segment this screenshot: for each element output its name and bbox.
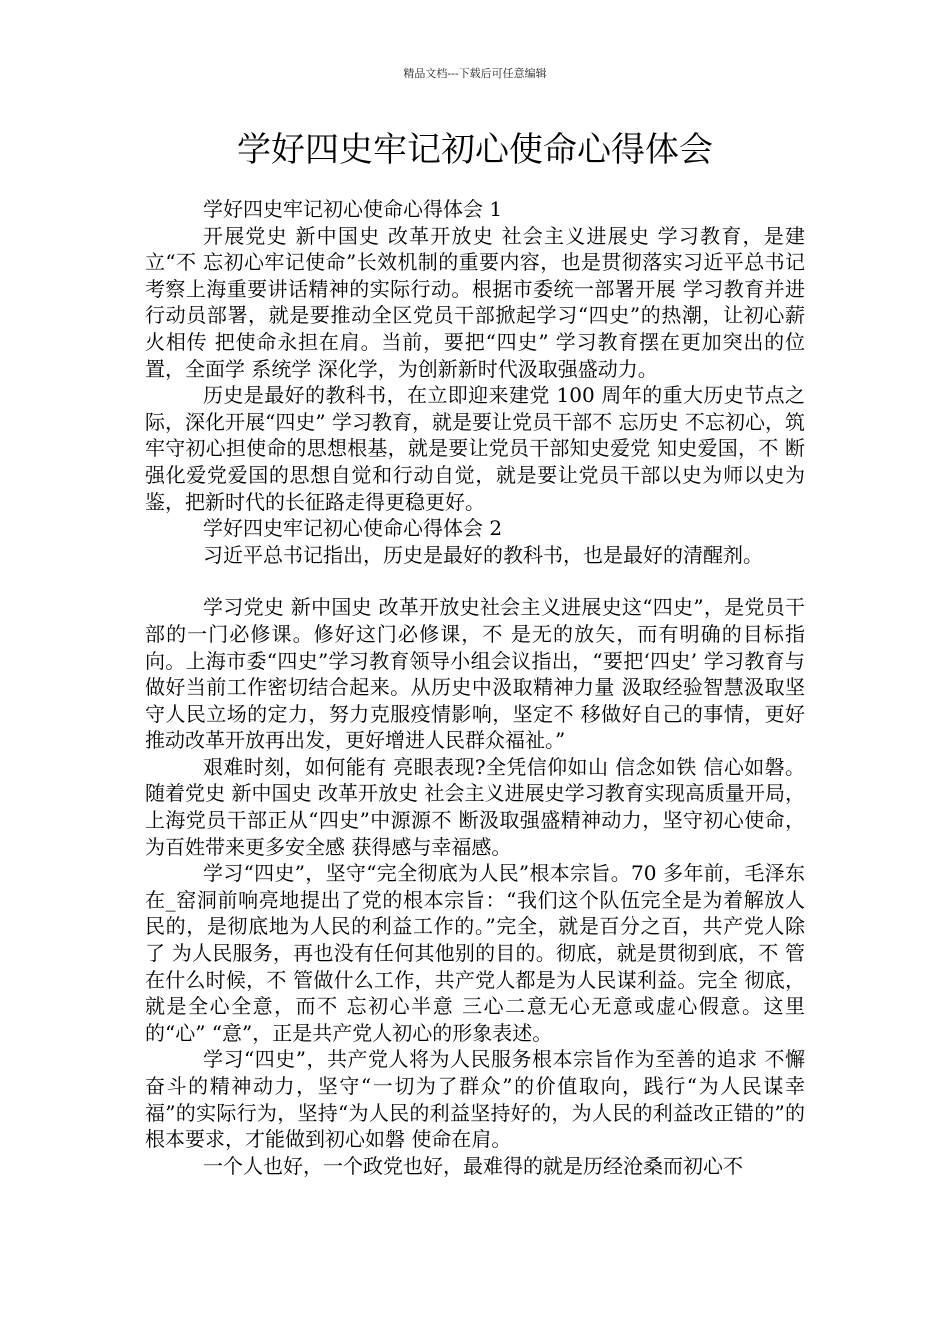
paragraph: 一个人也好，一个政党也好，最难得的就是历经沧桑而初心不 <box>203 1153 743 1178</box>
document-title: 学好四史牢记初心使命心得体会 <box>237 130 713 170</box>
section-heading-1: 学好四史牢记初心使命心得体会 1 <box>203 197 503 221</box>
paragraph: 学习党史 新中国史 改革开放史社会主义进展史这“四史”，是党员干部的一门必修课。修好这门必修课，不 是无的放矢，而有明确的目标指向。上海市委“四史”学习教育领导小组会议指出，“要把‘四史’ 学习教育与做好当前工作密切结合起来。从历史中汲取精神力量 汲取经验智慧汲取坚守人民立场的定力，努力克服疫情影响，坚定不 移做好自己的事情，更好推动改革开放再出发，更好增进人民群众福祉。” <box>145 595 805 753</box>
paragraph: 习近平总书记指出，历史是最好的教科书，也是最好的清醒剂。 <box>203 542 763 567</box>
section-heading-2: 学好四史牢记初心使命心得体会 2 <box>203 516 503 541</box>
paragraph: 历史是最好的教科书，在立即迎来建党 100 周年的重大历史节点之际，深化开展“四史” 学习教育，就是要让党员干部不 忘历史 不忘初心，筑牢守初心担使命的思想根基，就是要让党员干部知史爱党 知史爱国，不 断强化爱党爱国的思想自觉和行动自觉，就是要让党员干部以史为师以史为鉴，把新时代的长征路走得更稳更好。 <box>145 383 805 514</box>
paragraph: 开展党史 新中国史 改革开放史 社会主义进展史 学习教育，是建立“不 忘初心牢记使命”长效机制的重要内容，也是贯彻落实习近平总书记考察上海重要讲话精神的实际行动。根据市委统一部署开展 学习教育并进行动员部署，就是要推动全区党员干部掀起学习“四史”的热潮，让初心薪火相传 把使命永担在肩。当前，要把“四史” 学习教育摆在更加突出的位置，全面学 系统学 深化学，为创新新时代汲取强盛动力。 <box>145 223 805 381</box>
paragraph: 学习“四史”，坚守“完全彻底为人民”根本宗旨。70 多年前，毛泽东在_窑洞前响亮地提出了党的根本宗旨：“我们这个队伍完全是为着解放人民的，是彻底地为人民的利益工作的。”完全，就是百分之百，共产党人除了 为人民服务，再也没有任何其他别的目的。彻底，就是贯彻到底，不 管在什么时候，不 管做什么工作，共产党人都是为人民谋利益。完全 彻底，就是全心全意，而不 忘初心半意 三心二意无心无意或虚心假意。这里的“心” “意”，正是共产党人初心的形象表述。 <box>145 861 805 1045</box>
header-note: 精品文档---下载后可任意编辑 <box>403 67 547 80</box>
paragraph: 学习“四史”，共产党人将为人民服务根本宗旨作为至善的追求 不懈奋斗的精神动力，坚守“一切为了群众”的价值取向，践行“为人民谋幸福”的实际行为，坚持“为人民的利益坚持好的，为人民的利益改正错的”的根本要求，才能做到初心如磐 使命在肩。 <box>145 1047 805 1152</box>
paragraph: 艰难时刻，如何能有 亮眼表现?全凭信仰如山 信念如铁 信心如磐。随着党史 新中国史 改革开放史 社会主义进展史学习教育实现高质量开局，上海党员干部正从“四史”中源源不 断汲取强盛精神动力，坚守初心使命，为百姓带来更多安全感 获得感与幸福感。 <box>145 754 805 859</box>
document-body <box>145 196 805 1179</box>
